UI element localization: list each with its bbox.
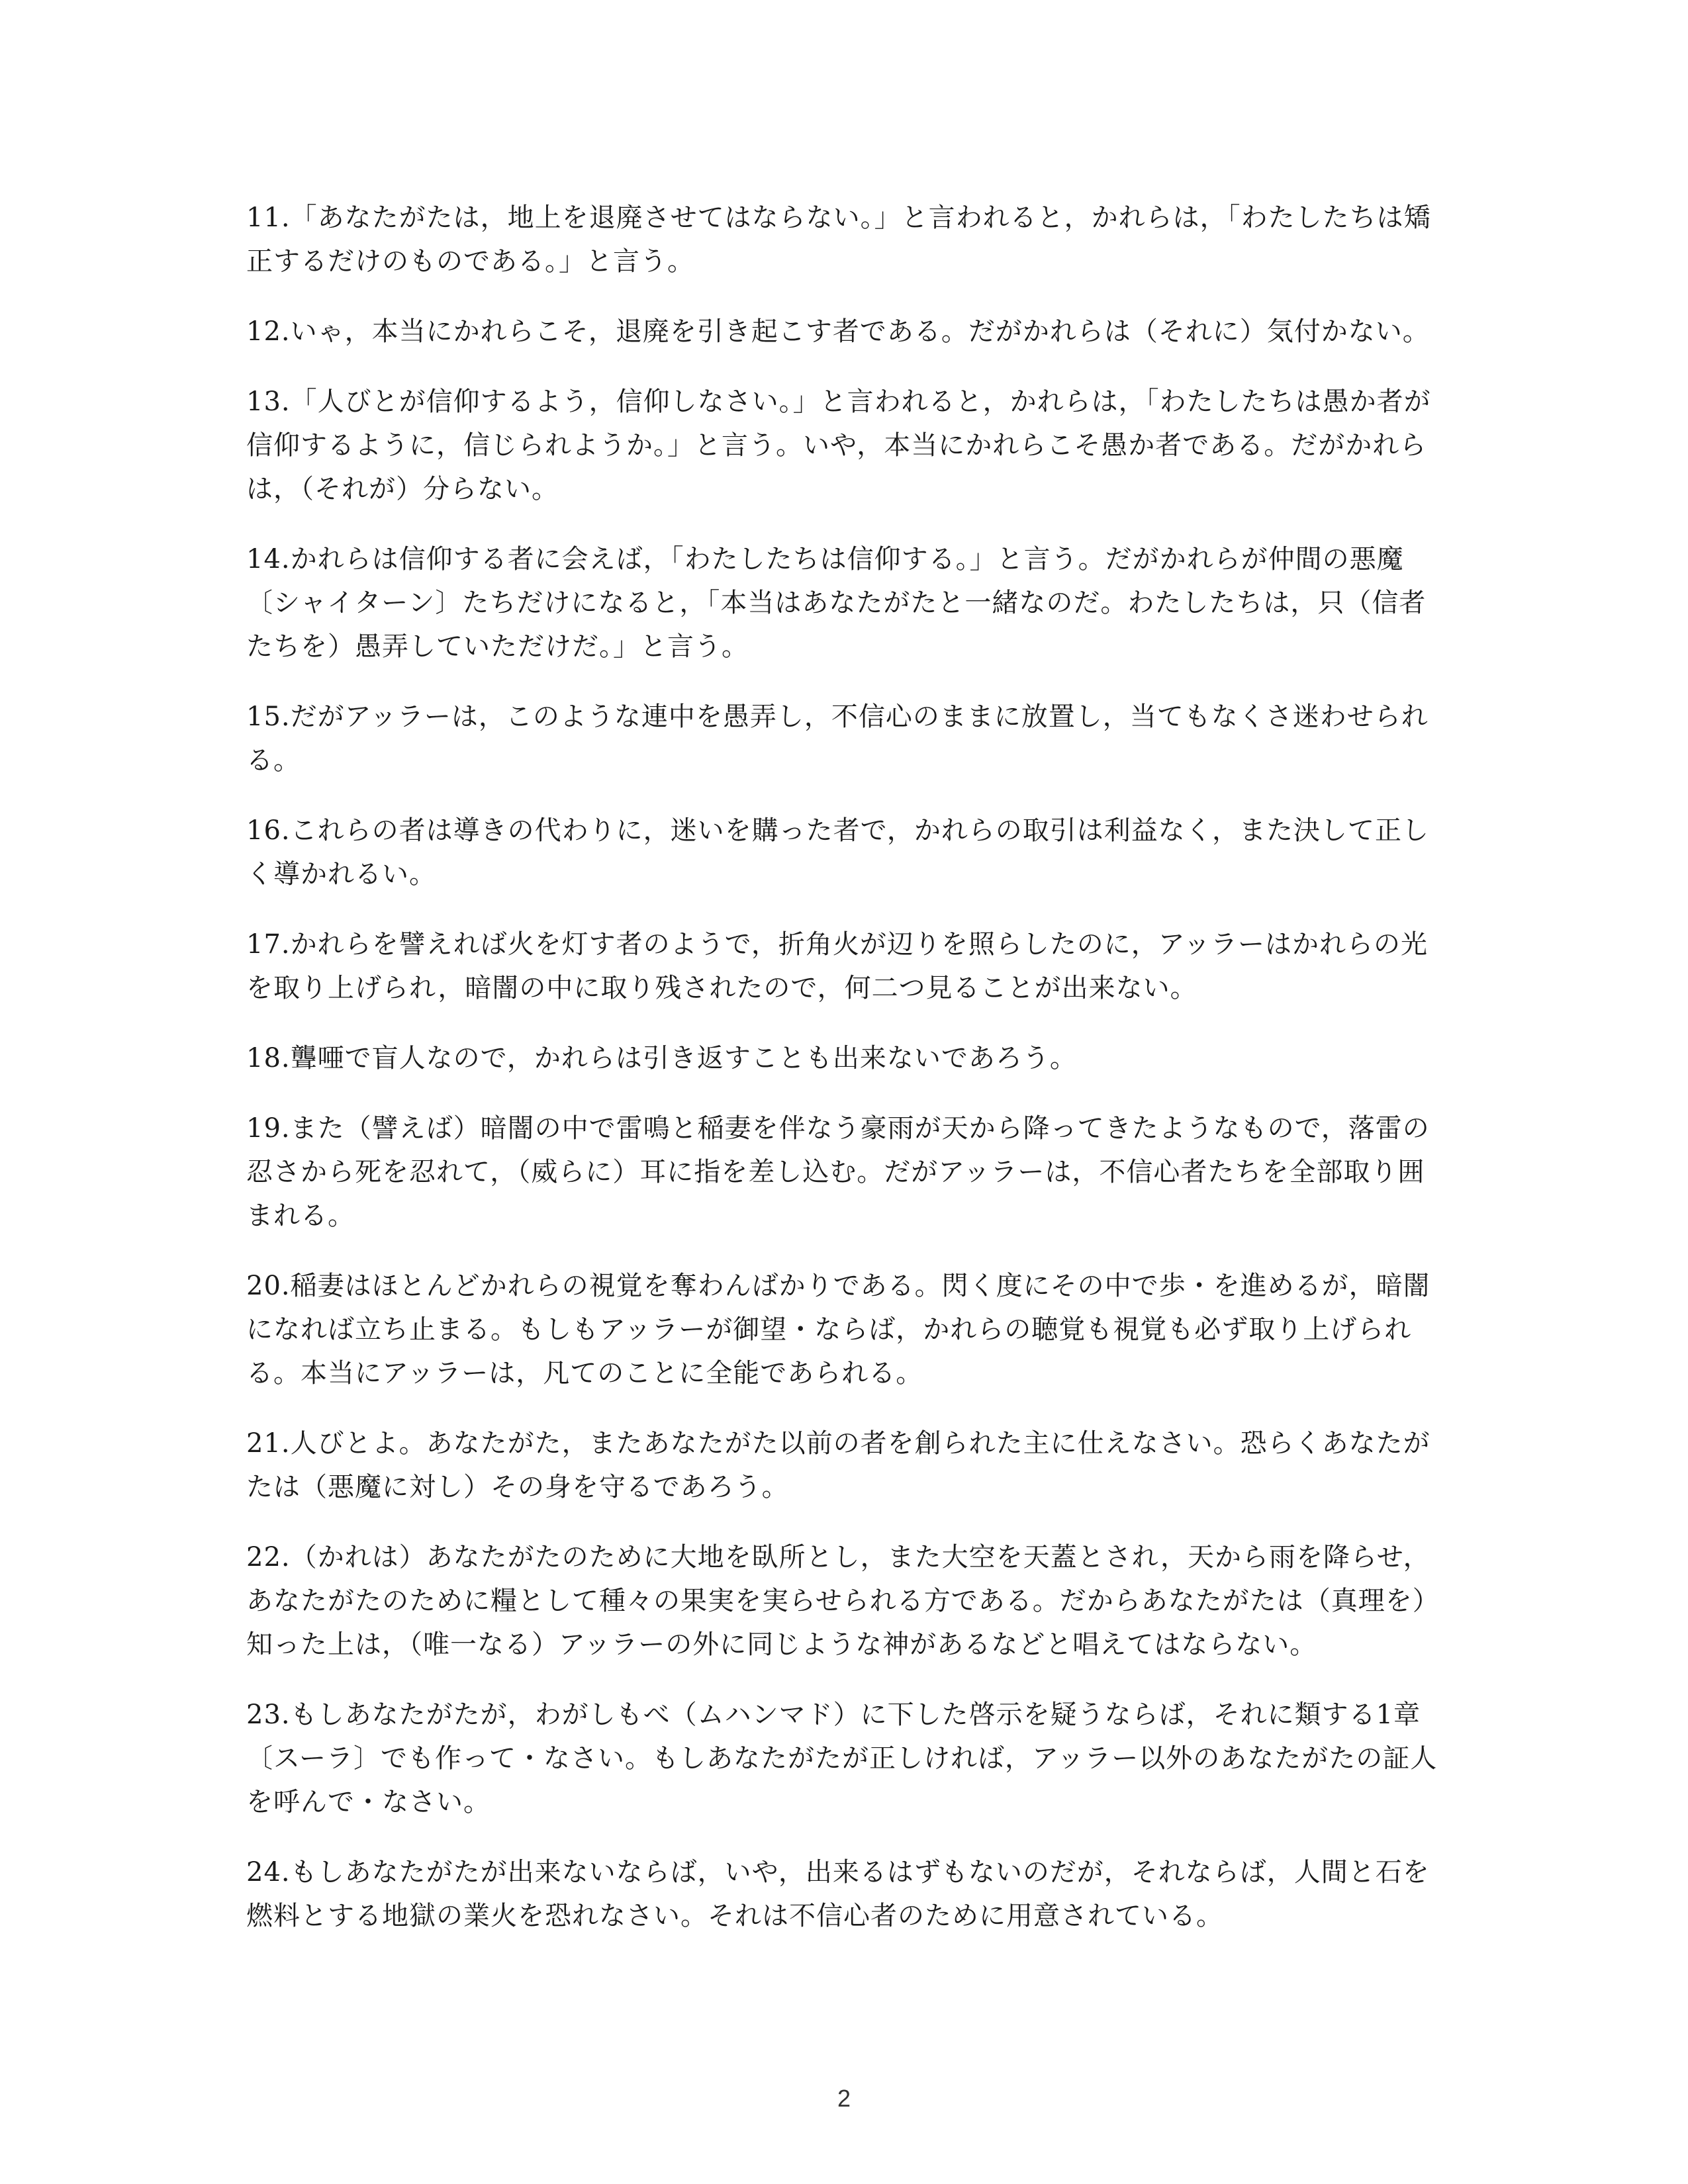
verse-13: 13.「人びとが信仰するよう，信仰しなさい。」と言われると，かれらは，「わたしたちは愚か者が信仰するように，信じられようか。」と言う。いや，本当にかれらこそ愚か者である。だがかれらは，（それが）分らない。	[246, 387, 1431, 504]
verse-14: 14.かれらは信仰する者に会えば，「わたしたちは信仰する。」と言う。だがかれらが仲間の悪魔〔シャイターン〕たちだけになると，「本当はあなたがたと一緒なのだ。わたしたちは，只（信者たちを）愚弄していただけだ。」と言う。	[246, 544, 1427, 662]
verse-21: 21.人びとよ。あなたがた，またあなたがた以前の者を創られた主に仕えなさい。恐らくあなたがたは（悪魔に対し）その身を守るであろう。	[246, 1428, 1430, 1502]
verse-22: 22.（かれは）あなたがたのために大地を臥所とし，また大空を天蓋とされ，天から雨を降らせ，あなたがたのために糧として種々の果実を実らせられる方である。だからあなたがたは（真理を）知った上は，（唯一なる）アッラーの外に同じような神があるなどと唱えてはならない。	[246, 1542, 1440, 1660]
verse-11: 11.「あなたがたは，地上を退廃させてはならない。」と言われると，かれらは，「わたしたちは矯正するだけのものである。」と言う。	[246, 203, 1431, 277]
verse-23: 23.もしあなたがたが，わがしもべ（ムハンマド）に下した啓示を疑うならば，それに類する1章〔スーラ〕でも作って・なさい。もしあなたがたが正しければ，アッラー以外のあなたがたの証人を呼んで・なさい。	[246, 1700, 1438, 1817]
verse-20: 20.稲妻はほとんどかれらの視覚を奪わんばかりである。閃く度にその中で歩・を進めるが，暗闇になれば立ち止まる。もしもアッラーが御望・ならば，かれらの聴覚も視覚も必ず取り上げられる。本当にアッラーは，凡てのことに全能であられる。	[246, 1271, 1430, 1388]
document-body	[246, 196, 1444, 1964]
verse-16: 16.これらの者は導きの代わりに，迷いを購った者で，かれらの取引は利益なく，また決して正しく導かれるい。	[246, 815, 1430, 889]
verse-12: 12.いゃ，本当にかれらこそ，退廃を引き起こす者である。だがかれらは（それに）気付かない。	[246, 316, 1430, 347]
verse-18: 18.聾唖で盲人なので，かれらは引き返すことも出来ないであろう。	[246, 1043, 1077, 1073]
verse-17: 17.かれらを譬えれば火を灯す者のようで，折角火が辺りを照らしたのに，アッラーはかれらの光を取り上げられ，暗闇の中に取り残されたので，何二つ見ることが出来ない。	[246, 929, 1429, 1003]
page-number: 2	[837, 2085, 851, 2112]
verse-24: 24.もしあなたがたが出来ないならば，いや，出来るはずもないのだが，それならば，人間と石を燃料とする地獄の業火を恐れなさい。それは不信心者のために用意されている。	[246, 1857, 1430, 1931]
verse-15: 15.だがアッラーは，このような連中を愚弄し，不信心のままに放置し，当てもなくさ迷わせられる。	[246, 702, 1429, 776]
verse-19: 19.また（譬えば）暗闇の中で雷鳴と稲妻を伴なう豪雨が天から降ってきたようなもので，落雷の忍さから死を忍れて，（威らに）耳に指を差し込む。だがアッラーは，不信心者たちを全部取り囲まれる。	[246, 1113, 1430, 1231]
